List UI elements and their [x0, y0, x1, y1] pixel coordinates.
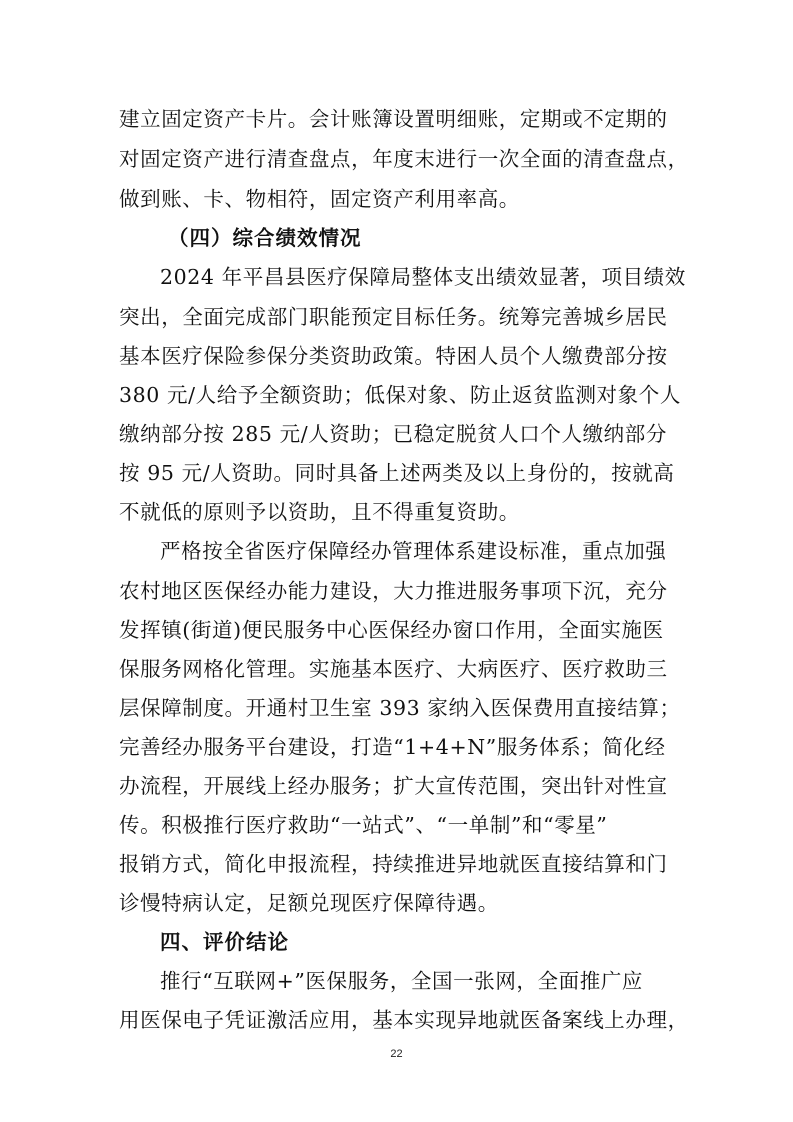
- body-line: 做到账、卡、物相符，固定资产利用率高。: [119, 187, 520, 211]
- body-line: 保服务网格化管理。实施基本医疗、大病医疗、医疗救助三: [119, 657, 668, 681]
- body-line: 380 元/人给予全额资助；低保对象、防止返贫监测对象个人: [119, 383, 681, 407]
- body-line: 缴纳部分按 285 元/人资助；已稳定脱贫人口个人缴纳部分: [119, 422, 667, 446]
- body-line: 用医保电子凭证激活应用，基本实现异地就医备案线上办理，: [119, 1008, 689, 1032]
- body-line: 办流程，开展线上经办服务；扩大宣传范围，突出针对性宣: [119, 774, 668, 798]
- section-heading: （四）综合绩效情况: [168, 226, 362, 250]
- paragraph-first-line: 2024 年平昌县医疗保障局整体支出绩效显著，项目绩效: [160, 265, 686, 289]
- chapter-heading: 四、评价结论: [160, 930, 289, 954]
- body-line: 对固定资产进行清查盘点，年度末进行一次全面的清查盘点，: [119, 147, 689, 171]
- body-line: 农村地区医保经办能力建设，大力推进服务事项下沉，充分: [119, 579, 668, 603]
- body-line: 完善经办服务平台建设，打造“1+4+N”服务体系；简化经: [119, 735, 666, 759]
- body-line: 不就低的原则予以资助，且不得重复资助。: [119, 500, 520, 524]
- body-line: 突出，全面完成部门职能预定目标任务。统筹完善城乡居民: [119, 305, 668, 329]
- page-number: 22: [390, 1048, 403, 1060]
- body-line: 按 95 元/人资助。同时具备上述两类及以上身份的，按就高: [119, 461, 675, 485]
- body-line: 诊慢特病认定，足额兑现医疗保障待遇。: [119, 891, 499, 915]
- body-line: 建立固定资产卡片。会计账簿设置明细账，定期或不定期的: [119, 107, 668, 131]
- paragraph-first-line: 严格按全省医疗保障经办管理体系建设标准，重点加强: [160, 539, 667, 563]
- body-line: 发挥镇(街道)便民服务中心医保经办窗口作用，全面实施医: [119, 618, 664, 642]
- body-line: 报销方式，简化申报流程，持续推进异地就医直接结算和门: [119, 852, 668, 876]
- body-line: 传。积极推行医疗救助“一站式”、“一单制”和“零星”: [119, 813, 608, 837]
- body-line: 层保障制度。开通村卫生室 393 家纳入医保费用直接结算；: [119, 696, 681, 720]
- paragraph-first-line: 推行“互联网+”医保服务，全国一张网，全面推广应: [160, 969, 644, 993]
- body-line: 基本医疗保险参保分类资助政策。特困人员个人缴费部分按: [119, 344, 668, 368]
